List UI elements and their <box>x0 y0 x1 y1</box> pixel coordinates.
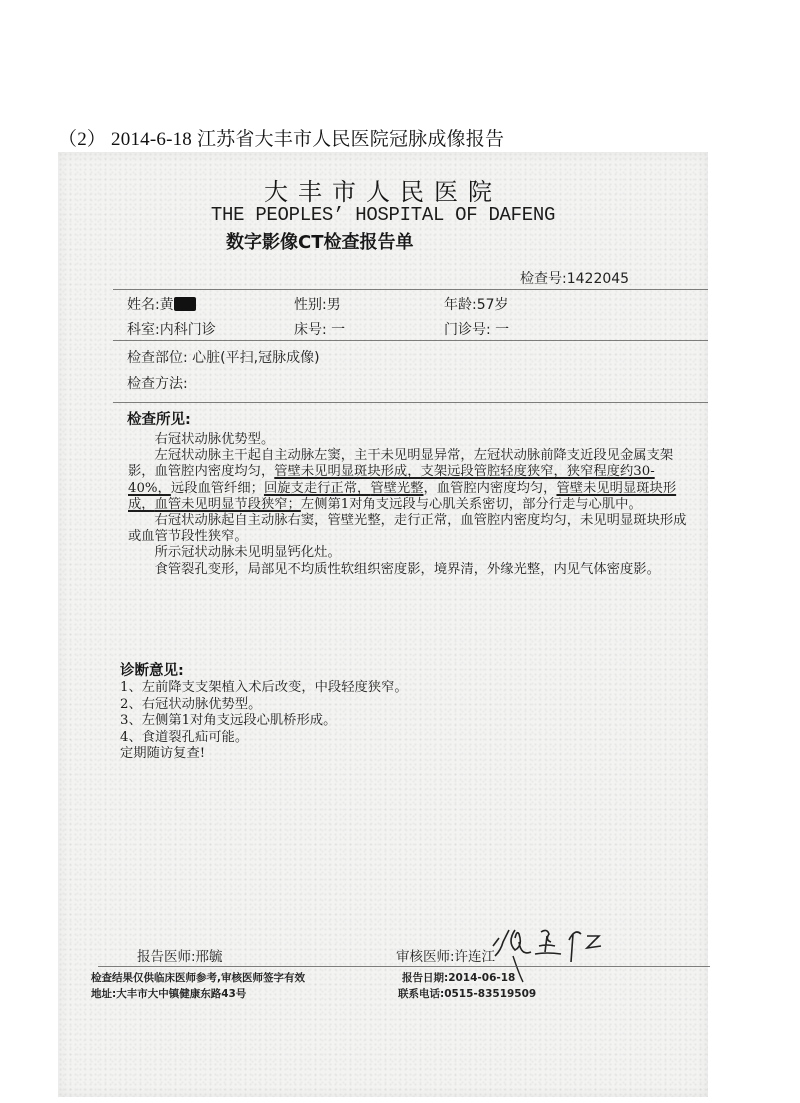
findings-title: 检查所见: <box>127 412 191 428</box>
finding-paragraph: 右冠状动脉起自主动脉右窦，管壁光整，走行正常，血管腔内密度均匀，未见明显斑块形成或血管节段性狭窄。 <box>128 513 687 545</box>
underlined-text: 回旋支走行正常， <box>263 480 371 496</box>
diagnosis-item: 1、左前降支支架植入术后改变，中段轻度狭窄。 <box>120 680 408 695</box>
finding-paragraph <box>128 448 688 513</box>
patient-age: 年龄:57岁 <box>444 297 509 313</box>
finding-text: ，血管腔内密度均匀， <box>423 480 557 496</box>
exam-number: 检查号:1422045 <box>520 271 630 287</box>
diagnosis-item: 4、食道裂孔疝可能。 <box>120 729 249 745</box>
report-paper <box>58 152 708 1097</box>
divider <box>113 402 708 403</box>
finding-text: 远段血管纤细； <box>170 480 264 496</box>
finding-paragraph: 食管裂孔变形，局部见不均质性软组织密度影，境界清，外缘光整，内见气体密度影。 <box>154 561 660 577</box>
bed-number: 床号: 一 <box>294 322 346 338</box>
exam-site: 检查部位: 心脏(平扫,冠脉成像) <box>127 350 320 366</box>
reporting-doctor: 报告医师:邢毓 <box>137 949 223 965</box>
divider <box>113 340 708 341</box>
outpatient-number: 门诊号: 一 <box>444 322 510 338</box>
report-title: 数字影像CT检查报告单 <box>226 232 414 253</box>
hospital-name-en: THE PEOPLES’ HOSPITAL OF DAFENG <box>210 204 556 226</box>
underlined-text: 管壁光整 <box>370 480 424 496</box>
underlined-text: 支架远段管腔轻度狭窄，狭窄程度 <box>420 464 620 480</box>
divider <box>113 289 708 290</box>
finding-text: 左侧第1对角支远段与心肌关系密切，部分行走与心肌中。 <box>300 496 642 512</box>
patient-name-label: 姓名:黄 <box>127 297 174 313</box>
underlined-text: 约30-40%， <box>128 464 655 496</box>
finding-paragraph: 右冠状动脉优势型。 <box>154 432 275 447</box>
department: 科室:内科门诊 <box>127 322 216 338</box>
underlined-text: 管壁未见明显斑块形成， <box>274 464 421 480</box>
diagnosis-item: 3、左侧第1对角支远段心肌桥形成。 <box>120 713 337 728</box>
report-date: 报告日期:2014-06-18 <box>402 972 516 984</box>
underlined-text: 血管未见明显节段狭窄； <box>154 496 301 512</box>
hospital-address: 地址:大丰市大中镇健康东路43号 <box>91 988 247 1000</box>
patient-gender: 性别:男 <box>294 297 341 313</box>
diagnosis-title: 诊断意见: <box>120 663 184 679</box>
followup-note: 定期随访复查! <box>120 746 206 761</box>
findings-body <box>128 432 688 578</box>
hospital-name-cn: 大丰市人民医院 <box>264 178 502 206</box>
patient-name <box>127 294 196 314</box>
finding-paragraph: 所示冠状动脉未见明显钙化灶。 <box>154 545 341 561</box>
redaction-block <box>174 297 196 311</box>
divider <box>98 966 710 967</box>
document-caption: （2） 2014-6-18 江苏省大丰市人民医院冠脉成像报告 <box>58 129 505 150</box>
disclaimer: 检查结果仅供临床医师参考,审核医师签字有效 <box>91 972 305 984</box>
finding-text: 左冠状动脉主干起自主动脉左窦，主干未见明显异常，左冠状动脉前降支近段见金属支架影，血管腔内密度均匀， <box>128 448 674 480</box>
contact-phone: 联系电话:0515-83519509 <box>398 988 537 1000</box>
diagnosis-item: 2、右冠状动脉优势型。 <box>120 696 262 712</box>
underlined-text: 管壁未见明显斑块形成， <box>128 480 677 512</box>
reviewing-doctor: 审核医师:许连江 <box>396 949 496 965</box>
diagnosis-list <box>120 680 680 763</box>
exam-method: 检查方法: <box>127 376 188 392</box>
